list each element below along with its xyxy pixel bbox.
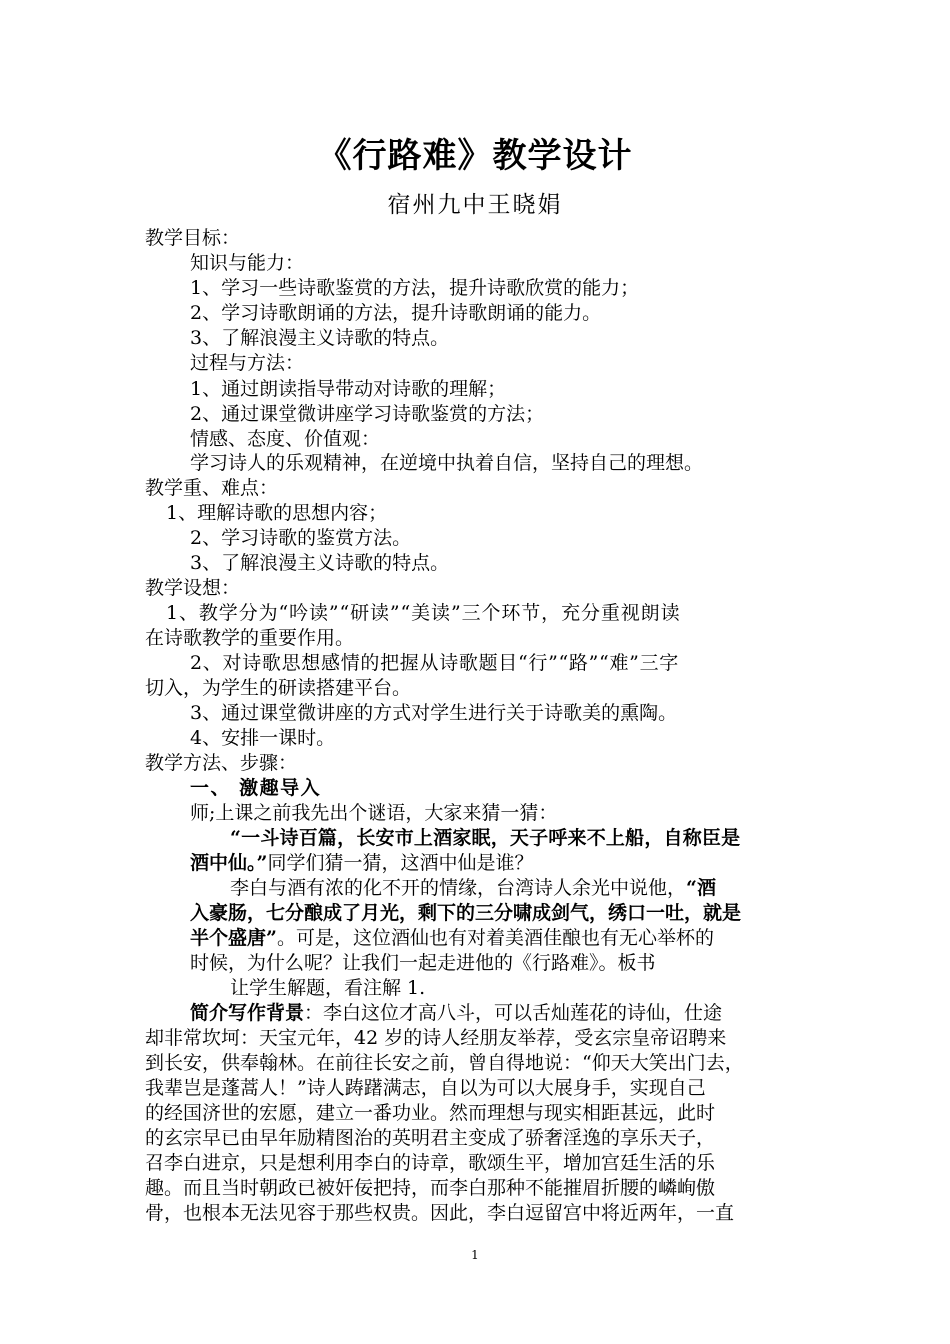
text-segment: 的玄宗早已由早年励精图治的英明君主变成了骄奢淫逸的享乐天子，: [145, 1127, 716, 1149]
text-line: [230, 876, 716, 900]
text-segment: 1、理解诗歌的思想内容；: [166, 502, 388, 524]
document-author: 宿州九中王晓娟: [387, 192, 563, 218]
text-segment: 教学重、难点：: [145, 477, 279, 499]
text-line: [190, 526, 411, 550]
text-segment: 。可是，这位酒仙也有对着美酒佳酿也有无心举杯的: [276, 927, 714, 949]
text-line: [190, 926, 714, 950]
text-segment: 过程与方法：: [190, 352, 305, 374]
text-line: [190, 351, 304, 375]
bold-text-segment: “酒: [686, 877, 716, 899]
text-line: [145, 576, 240, 600]
text-segment: 情感、态度、价值观：: [190, 428, 381, 450]
text-line: [190, 251, 304, 275]
text-segment: 趣。而且当时朝政已被奸佞把持，而李白那种不能摧眉折腰的嶙峋傲: [145, 1177, 716, 1199]
text-segment: 2、对诗歌思想感情的把握从诗歌题目“行”“路”“难”三字: [190, 652, 679, 674]
bold-text-segment: 简介写作背景: [190, 1002, 305, 1024]
bold-text-segment: 半个盛唐”: [190, 927, 277, 949]
bold-text-segment: 一、 激趣导入: [190, 777, 322, 799]
text-line: [145, 476, 278, 500]
text-line: [145, 1201, 734, 1225]
text-line: [190, 801, 557, 825]
text-segment: 让学生解题，看注解 1.: [230, 977, 426, 999]
text-segment: 2、学习诗歌的鉴赏方法。: [190, 527, 412, 549]
text-line: [166, 501, 387, 525]
text-line: [145, 751, 297, 775]
text-segment: 1、教学分为“吟读”“研读”“美读”三个环节，充分重视朗读: [166, 602, 681, 624]
text-line: [190, 951, 656, 975]
text-line: [145, 1126, 715, 1150]
text-segment: 却非常坎坷：天宝元年，42 岁的诗人经朋友举荐，受玄宗皇帝诏聘来: [145, 1027, 727, 1049]
text-line: [145, 1026, 726, 1050]
text-line: [190, 901, 741, 925]
text-line: [230, 976, 425, 1000]
text-line: [145, 226, 240, 250]
text-segment: 在诗歌教学的重要作用。: [145, 627, 355, 649]
text-segment: 骨，也根本无法见容于那些权贵。因此，李白逗留宫中将近两年，一直: [145, 1202, 735, 1224]
text-line: [145, 1051, 744, 1075]
text-segment: 李白与酒有浓的化不开的情缘，台湾诗人余光中说他，: [230, 877, 687, 899]
text-line: [190, 851, 533, 875]
text-line: [190, 1001, 722, 1025]
text-line: [190, 776, 321, 800]
text-segment: 教学设想：: [145, 577, 241, 599]
text-line: [145, 1101, 715, 1125]
text-line: [190, 701, 677, 725]
text-line: [190, 427, 380, 451]
document-title: 《行路难》教学设计: [317, 136, 633, 176]
text-segment: 教学方法、步骤：: [145, 752, 298, 774]
text-segment: 切入，为学生的研读搭建平台。: [145, 677, 412, 699]
text-segment: 召李白进京，只是想利用李白的诗章，歌颂生平，增加宫廷生活的乐: [145, 1152, 716, 1174]
text-segment: 我辈岂是蓬蒿人！”诗人踌躇满志，自以为可以大展身手，实现自己: [145, 1077, 706, 1099]
text-line: [190, 726, 335, 750]
text-line: [145, 1076, 706, 1100]
text-line: [190, 551, 449, 575]
text-segment: 师;上课之前我先出个谜语，大家来猜一猜：: [190, 802, 558, 824]
text-segment: 3、了解浪漫主义诗歌的特点。: [190, 327, 450, 349]
text-segment: 3、了解浪漫主义诗歌的特点。: [190, 552, 450, 574]
text-segment: 时候，为什么呢？让我们一起走进他的《行路难》。板书: [190, 952, 656, 974]
text-line: [190, 451, 703, 475]
text-segment: 4、安排一课时。: [190, 727, 336, 749]
text-line: [145, 1151, 715, 1175]
text-line: [166, 601, 680, 625]
text-line: [190, 301, 601, 325]
text-segment: 2、通过课堂微讲座学习诗歌鉴赏的方法；: [190, 403, 545, 425]
text-segment: 教学目标：: [145, 227, 241, 249]
text-segment: 的经国济世的宏愿，建立一番功业。然而理想与现实相距甚远，此时: [145, 1102, 716, 1124]
bold-text-segment: 酒中仙。”: [190, 852, 268, 874]
text-line: [190, 276, 639, 300]
text-line: [190, 326, 449, 350]
text-line: [230, 826, 740, 850]
bold-text-segment: 入豪肠，七分酿成了月光，剩下的三分啸成剑气，绣口一吐，就是: [190, 902, 742, 924]
page-number: 1: [471, 1248, 479, 1262]
text-segment: 学习诗人的乐观精神，在逆境中执着自信，坚持自己的理想。: [190, 452, 704, 474]
text-segment: ：李白这位才高八斗，可以舌灿莲花的诗仙，仕途: [304, 1002, 723, 1024]
text-segment: 3、通过课堂微讲座的方式对学生进行关于诗歌美的熏陶。: [190, 702, 678, 724]
text-segment: 同学们猜一猜，这酒中仙是谁？: [267, 852, 534, 874]
bold-text-segment: “一斗诗百篇，长安市上酒家眠，天子呼来不上船，自称臣是: [230, 827, 741, 849]
text-segment: 知识与能力：: [190, 252, 305, 274]
text-line: [190, 651, 679, 675]
text-segment: 1、通过朗读指导带动对诗歌的理解；: [190, 378, 507, 400]
text-line: [190, 377, 506, 401]
text-segment: 到长安，供奉翰林。在前往长安之前，曾自得地说：“仰天大笑出门去，: [145, 1052, 744, 1074]
text-line: [145, 626, 354, 650]
text-line: [145, 1176, 715, 1200]
text-segment: 1、学习一些诗歌鉴赏的方法，提升诗歌欣赏的能力；: [190, 277, 640, 299]
text-segment: 2、学习诗歌朗诵的方法，提升诗歌朗诵的能力。: [190, 302, 602, 324]
text-line: [145, 676, 411, 700]
text-line: [190, 402, 544, 426]
